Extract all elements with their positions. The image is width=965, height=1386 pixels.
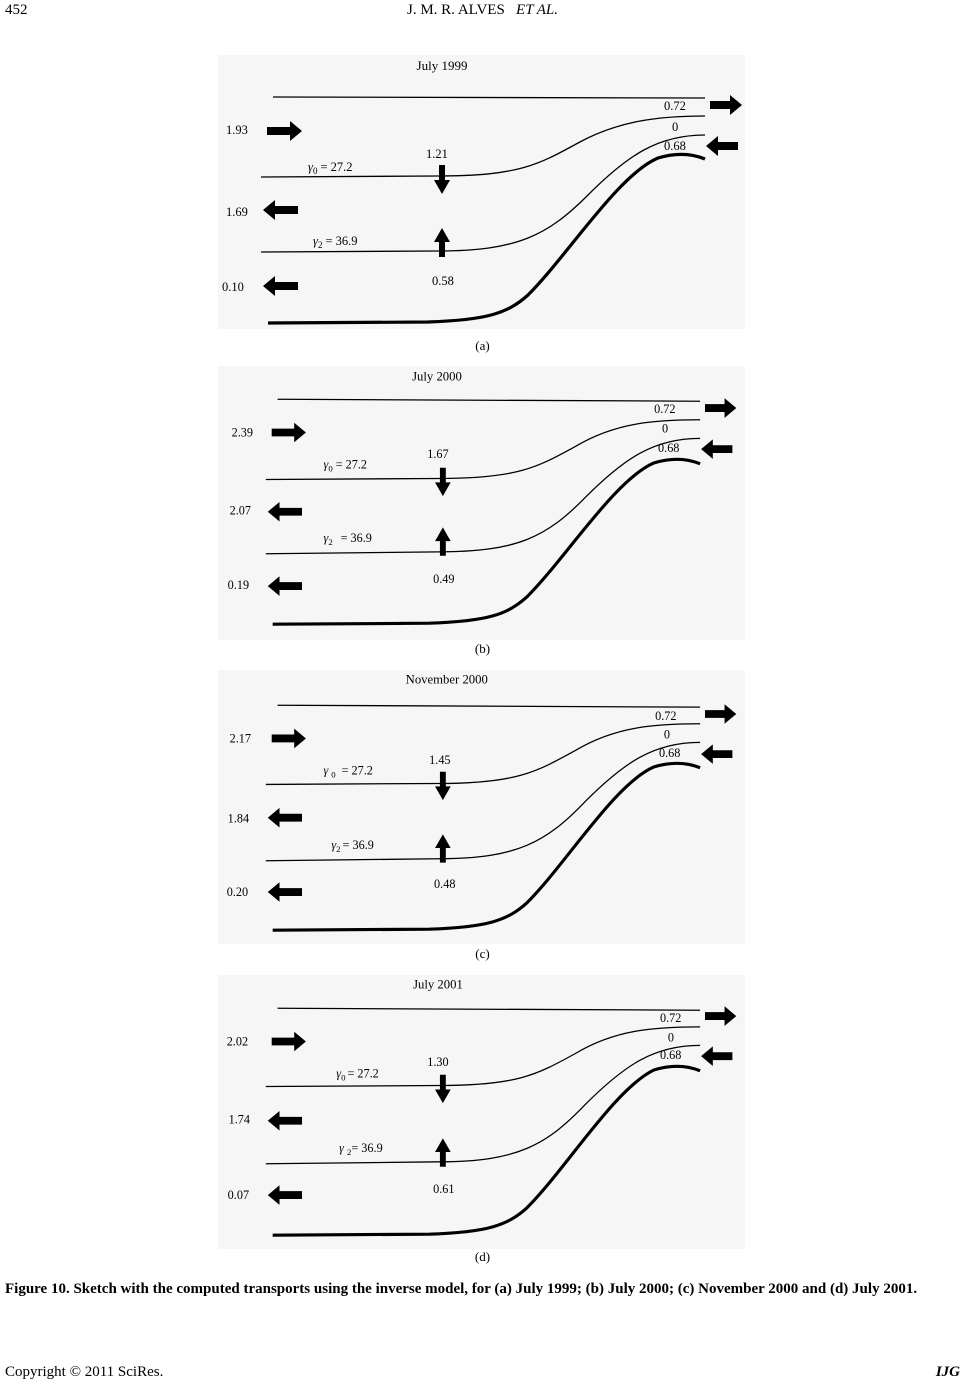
figure-panel-d [218,975,745,1249]
left-transport-1-value: 2.17 [229,731,252,746]
left-transport-3-value: 0.19 [227,578,250,593]
figure-panel-c [218,670,745,944]
gamma0-label: γ $_0$ = 27.2 [323,763,373,780]
east-arrow-icon [710,95,742,115]
left-transport-2-value: 1.84 [227,811,250,826]
right-mid-value: 0 [672,120,679,134]
west-arrow-icon [268,1111,302,1131]
right-mid-value: 0 [667,1030,674,1045]
running-head-authors: J. M. R. ALVES [406,2,505,18]
sea-floor [273,459,700,624]
down-arrow-icon [434,165,450,194]
east-arrow-icon [272,1032,306,1052]
west-arrow-icon [263,200,298,220]
right-top-value: 0.72 [660,1010,682,1025]
left-transport-1-value: 1.93 [226,123,248,137]
left-transport-2-value: 1.69 [226,205,248,219]
left-transport-3-value: 0.10 [222,280,244,294]
east-arrow-icon [705,1006,736,1026]
surface-line [278,705,701,707]
up-arrow-icon [434,228,450,257]
panel-label-d: (d) [474,1249,491,1264]
west-arrow-icon [701,744,732,764]
gamma2-label: $\gamma_2 = 36.9$ [331,837,374,854]
west-arrow-icon [268,502,302,522]
surface-line [273,97,705,98]
footer-copyright: Copyright © 2011 SciRes. [5,1364,164,1380]
transport-sketch-d [218,975,745,1243]
east-arrow-icon [267,121,302,141]
east-arrow-icon [272,729,306,749]
left-transport-3-value: 0.07 [227,1187,250,1202]
west-arrow-icon [263,276,298,296]
west-arrow-icon [701,1046,732,1066]
panel-title: July 2001 [413,977,463,992]
west-arrow-icon [701,439,732,459]
gamma2-label: $\gamma_2 = 36.9$ [323,531,372,547]
left-transport-1-value: 2.39 [231,425,253,440]
east-arrow-icon [272,423,306,443]
east-arrow-icon [705,704,736,724]
right-top-value: 0.72 [655,708,677,723]
surface-line [278,399,701,401]
west-arrow-icon [268,882,302,902]
right-top-value: 0.72 [654,401,676,416]
page-number: 452 [5,2,28,18]
footer-journal: IJG [935,1364,960,1380]
right-bottom-value: 0.68 [660,1048,682,1063]
left-transport-1-value: 2.02 [226,1034,249,1049]
down-arrow-icon [435,1075,451,1103]
down-arrow-icon [435,468,451,496]
right-mid-value: 0 [661,421,669,436]
down-arrow-icon [435,772,451,800]
gamma2-label: γ $_2$= 36.9 [339,1141,383,1157]
running-head-et-al: ET AL. [516,2,559,18]
right-bottom-value: 0.68 [658,441,680,456]
downward-transport-value: 1.30 [427,1054,449,1069]
upward-transport-value: 0.58 [432,274,454,288]
left-transport-2-value: 2.07 [229,503,252,518]
figure-caption: Figure 10. Sketch with the computed transports using the inverse model, for (a) July 1999; (b) July 2000; (c) November 2000 and (d) July 2001. [5,1281,918,1297]
right-bottom-value: 0.68 [659,746,681,761]
gamma2-label: $\gamma_2 = 36.9$ [313,234,358,250]
panel-title: July 1999 [416,58,468,73]
panel-label-a: (a) [475,338,490,353]
panel-label-b: (b) [474,641,491,656]
left-transport-2-value: 1.74 [228,1112,251,1127]
right-bottom-value: 0.68 [664,139,686,153]
right-top-value: 0.72 [664,99,686,113]
running-head [0,2,965,19]
gamma0-label: $\gamma_0 = 27.2$ [308,160,353,176]
figure-panel-a [218,55,745,329]
surface-line [278,1008,701,1010]
downward-transport-value: 1.21 [426,147,448,161]
panel-title: November 2000 [405,672,488,687]
west-arrow-icon [268,808,302,828]
transport-sketch-b [218,366,745,634]
upward-transport-value: 0.48 [434,877,456,892]
right-mid-value: 0 [663,727,671,742]
west-arrow-icon [268,1185,302,1205]
west-arrow-icon [268,576,302,596]
panel-title: July 2000 [412,369,462,384]
sea-floor [273,1066,700,1235]
gamma0-label: $\gamma_0 = 27.2$ [323,457,368,474]
isopycnal-gamma0 [266,1027,700,1087]
gamma0-label: $\gamma_0 = 27.2$ [336,1066,379,1083]
east-arrow-icon [705,398,736,418]
upward-transport-value: 0.61 [433,1182,455,1197]
transport-sketch-a [218,55,745,329]
downward-transport-value: 1.45 [429,752,451,767]
downward-transport-value: 1.67 [427,446,449,461]
upward-transport-value: 0.49 [433,572,455,587]
west-arrow-icon [706,136,738,156]
figure-panel-b [218,366,745,640]
panel-label-c: (c) [475,946,490,961]
isopycnal-gamma2 [266,1045,700,1163]
left-transport-3-value: 0.20 [226,884,249,899]
transport-sketch-c [218,670,745,938]
